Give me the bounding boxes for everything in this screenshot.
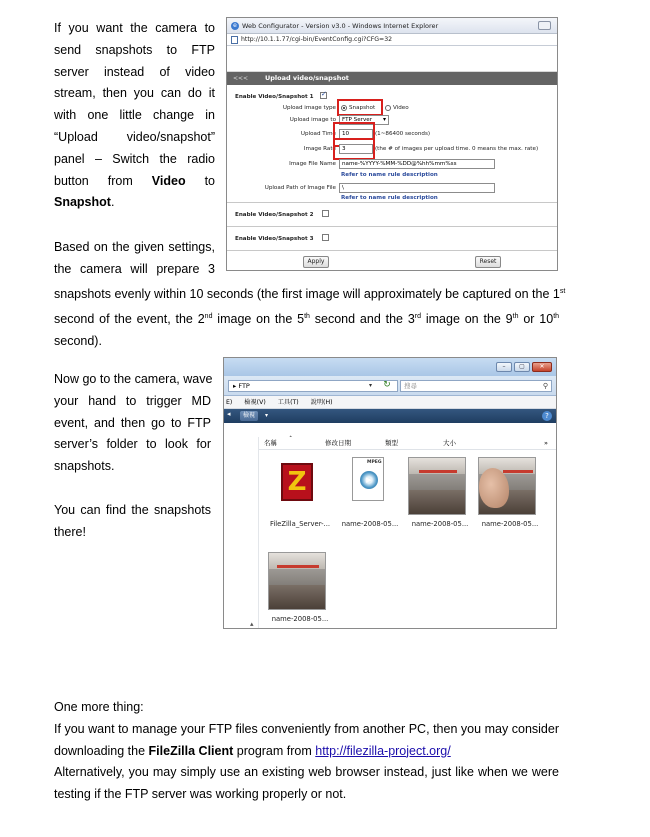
navigation-pane [224,437,259,628]
upload-path-input[interactable]: \ [339,183,495,193]
maximize-button[interactable]: ▢ [514,362,530,372]
snapshot-3-row [227,227,557,251]
enable-2-label: Enable Video/Snapshot 2 [235,212,314,218]
find-line: You can find the snapshots [54,503,211,517]
file-name: name-2008-05... [411,520,469,528]
video-radio-label: Video [393,105,409,111]
ordinal-suffix: nd [204,312,213,320]
media-file-icon: MPEG ▶ [338,457,396,515]
snapshot-thumbnail [408,457,466,515]
enable-1-label: Enable Video/Snapshot 1 [235,94,314,100]
upload-time-input[interactable]: 10 [339,129,373,139]
snapshot-radio-label: Snapshot [349,105,376,111]
sort-indicator-icon: ˆ [289,435,293,443]
filezilla-icon: Z [268,457,326,515]
explorer-toolbar [224,409,556,423]
name-rule-link-2[interactable]: Refer to name rule description [341,195,438,201]
menu-view[interactable]: 檢視(V) [244,399,266,406]
ie-icon: e [231,22,239,30]
snapshot-keyword: Snapshot [54,195,111,210]
snapshot-2-row [227,203,557,227]
camera-line: your hand to trigger MD [54,393,211,408]
search-icon[interactable]: ⚲ [542,382,548,390]
snapshot-thumbnail [478,457,536,515]
views-button[interactable]: 檢視 [240,411,258,421]
find-line: there! [54,524,86,539]
name-rule-link-1[interactable]: Refer to name rule description [341,172,438,178]
video-radio[interactable] [385,105,391,111]
ordinal-suffix: th [304,312,310,320]
settings-text: snapshots evenly within 10 seconds (the first image will approximately be captured on the 1 [54,286,560,301]
intro-text: to [185,173,216,188]
refresh-icon[interactable]: ↻ [383,380,391,390]
one-more-paragraph [54,697,559,806]
column-type[interactable]: 類型 [385,439,398,447]
intro-line: with one little change in [54,108,215,123]
enable-2-checkbox[interactable] [322,210,329,217]
intro-line: If you want the camera to [54,21,215,35]
settings-line [54,281,566,306]
settings-line [54,306,559,331]
file-name: name-2008-05... [271,615,329,623]
intro-text: . [110,195,115,210]
file-item[interactable] [475,452,541,538]
explorer-menubar [224,396,556,409]
ordinal-suffix: th [512,312,519,320]
views-dropdown-icon[interactable]: ▾ [265,412,269,419]
ordinal-suffix: rd [414,312,422,320]
upload-time-label: Upload Time [300,131,336,137]
file-name: FileZilla_Server-... [269,520,331,528]
one-more-line: Alternatively, you may simply use an existing web browser instead, just like when we were [54,765,559,780]
page-icon [231,36,238,44]
file-name-label: Image File Name [289,161,336,167]
window-title: Web Configurator - Version v3.0 - Windows Internet Explorer [242,22,439,30]
filezilla-link[interactable]: http://filezilla-project.org/ [315,743,451,758]
one-more-line: testing if the FTP server was working properly or not. [54,787,347,802]
address-url: http://10.1.1.77/cgi-bin/EventConfig.cgi?CFG=32 [241,36,393,43]
menu-edit[interactable]: E) [226,399,233,406]
more-columns-icon[interactable]: » [544,439,548,447]
camera-line: server’s folder to look for [54,437,211,452]
video-keyword: Video [151,173,186,188]
enable-3-label: Enable Video/Snapshot 3 [235,236,314,242]
folder-path[interactable]: ▸ FTP [228,380,398,392]
find-paragraph [54,500,211,544]
settings-line: the camera will prepare 3 [54,261,215,276]
intro-line: “Upload video/snapshot” [54,129,215,144]
upload-path-label: Upload Path of Image File [264,185,336,191]
enable-3-checkbox[interactable] [322,234,329,241]
intro-line: panel – Switch the radio [54,151,215,166]
one-more-text: program from [233,743,316,758]
collapse-toggle[interactable]: <<< [233,75,249,82]
intro-paragraph [54,18,215,214]
intro-line: stream, then you can do it [54,86,215,101]
upload-section-header [227,72,557,85]
settings-text: image on the 5 [212,311,305,326]
file-item[interactable] [265,547,331,629]
intro-line: server instead of video [54,64,215,79]
intro-line: send snapshots to FTP [54,42,215,57]
column-size[interactable]: 大小 [443,439,456,447]
column-modified[interactable]: 修改日期 [325,439,351,447]
one-more-line [54,741,559,763]
settings-text: second of the event, the 2 [54,311,205,326]
one-more-heading: One more thing: [54,700,144,714]
minimize-button[interactable]: – [496,362,512,372]
intro-line [54,171,215,193]
image-rate-highlight [333,138,375,160]
snapshot-thumbnail [268,552,326,610]
file-name-input[interactable]: name-%YYYY-%MM-%DD@%hh%mm%ss [339,159,495,169]
settings-text: image on the 9 [421,311,513,326]
upload-to-label: Upload image to [289,117,336,123]
intro-text: button from [54,173,152,188]
enable-1-checkbox[interactable] [320,92,327,99]
ordinal-suffix: th [553,312,560,320]
file-item[interactable] [265,452,331,538]
toolbar-arrow-icon[interactable]: ◂ [227,410,231,418]
menu-help[interactable]: 說明(H) [310,399,333,406]
camera-line: event, and then go to FTP [54,415,211,430]
browser-titlebar [227,18,557,34]
settings-text: second and the 3 [309,311,415,326]
help-icon[interactable]: ? [542,411,552,421]
upload-time-hint: (1~86400 seconds) [375,131,431,137]
snapshot-radio[interactable] [341,105,347,111]
page-blank-area [227,46,557,72]
snapshot-1-panel [227,85,557,203]
image-rate-hint: (the # of images per upload time. 0 means the max. rate) [375,146,539,152]
file-name: name-2008-05... [341,520,399,528]
column-name[interactable]: 名稱 [264,439,277,447]
settings-line: Based on the given settings, [54,240,215,254]
explorer-content [224,437,556,628]
reset-button[interactable]: Reset [475,256,501,268]
image-rate-label: Image Rate [303,146,336,152]
search-input[interactable] [400,380,552,392]
section-title: Upload video/snapshot [265,74,349,82]
upload-to-select[interactable]: FTP Server ▾ [339,115,389,125]
address-bar[interactable] [227,34,557,46]
explorer-address-row [224,376,556,396]
file-item[interactable] [335,452,401,538]
one-more-line: If you want to manage your FTP files conveniently from another PC, then you may consider [54,721,559,736]
camera-paragraph [54,369,211,478]
search-placeholder: 搜尋 [404,382,417,390]
column-headers [259,437,556,450]
camera-line: Now go to the camera, wave [54,372,213,386]
one-more-text: downloading the [54,743,149,758]
file-item[interactable] [405,452,471,538]
ordinal-suffix: st [559,287,566,295]
image-rate-input[interactable]: 3 [339,144,373,154]
path-dropdown-icon[interactable]: ▾ [369,382,373,389]
scroll-up-icon[interactable]: ▴ [250,620,254,628]
camera-line: snapshots. [54,459,115,474]
web-configurator-screenshot [226,17,558,271]
upload-type-label: Upload image type [282,105,336,111]
minimize-button[interactable] [538,21,551,30]
button-row [227,251,557,271]
close-button[interactable]: ✕ [532,362,552,372]
settings-line: second). [54,333,102,348]
file-name: name-2008-05... [481,520,539,528]
intro-line [54,192,215,214]
explorer-titlebar [224,358,556,376]
menu-tools[interactable]: 工具(T) [277,399,299,406]
apply-button[interactable]: Apply [303,256,329,268]
ftp-explorer-screenshot [223,357,557,629]
settings-text: or 10 [518,311,554,326]
filezilla-client-name: FileZilla Client [148,743,234,758]
